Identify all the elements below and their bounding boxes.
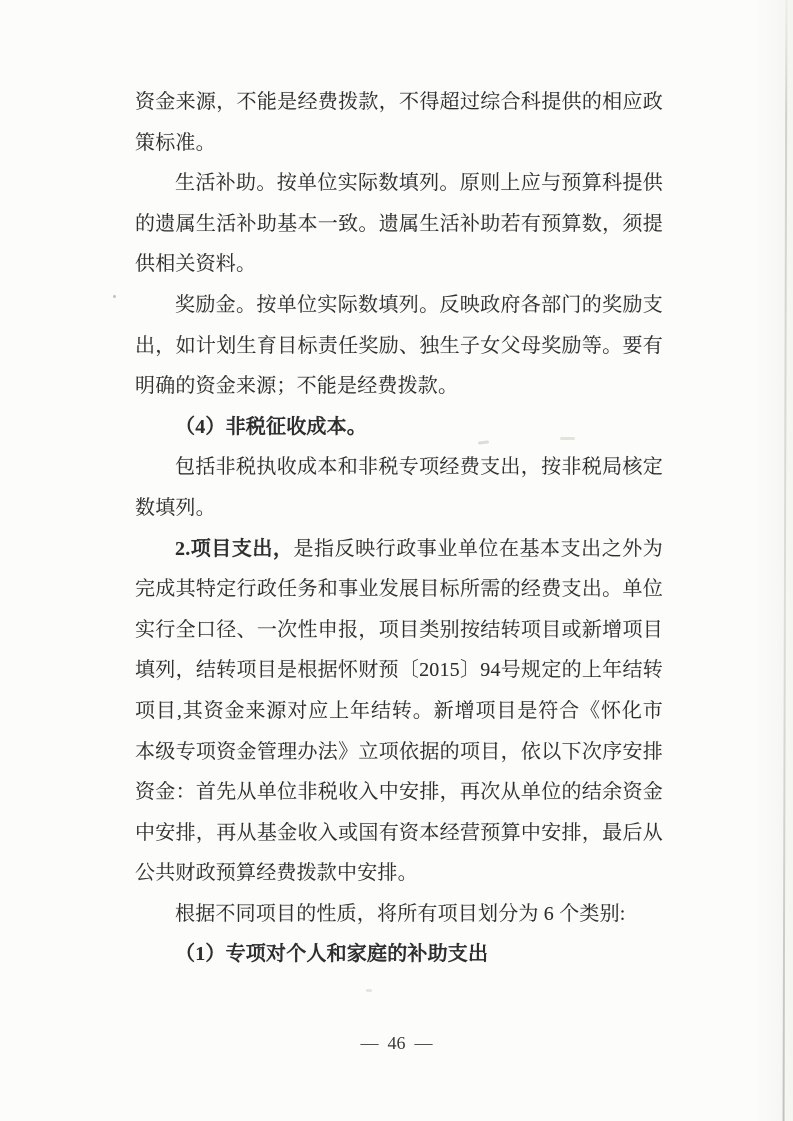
text-line: 供相关资料。	[135, 253, 257, 276]
text-line: 包括非税执收成本和非税专项经费支出，按非税局核定	[175, 456, 663, 479]
text-line: 公共财政预算经费拨款中安排。	[135, 862, 418, 885]
text-line: 的遗属生活补助基本一致。遗属生活补助若有预算数，须提	[135, 212, 663, 235]
document-body	[135, 82, 663, 975]
text-line: 资金：首先从单位非税收入中安排，再次从单位的结余资金	[135, 781, 663, 804]
text-line: 出，如计划生育目标责任奖励、独生子女父母奖励等。要有	[135, 334, 663, 357]
text-line: 数填列。	[135, 496, 216, 519]
text-line: 实行全口径、一次性申报，项目类别按结转项目或新增项目	[135, 618, 663, 641]
text-line: 奖励金。按单位实际数填列。反映政府各部门的奖励支	[175, 293, 663, 316]
text-line: 策标准。	[135, 131, 216, 154]
line-text: 是指反映行政事业单位在基本支出之外为	[293, 537, 663, 560]
text-line: 根据不同项目的性质，将所有项目划分为 6 个类别:	[175, 902, 626, 925]
footer-dash-left: —	[360, 1033, 379, 1053]
scan-speck	[366, 989, 372, 992]
text-line: （1）专项对个人和家庭的补助支出	[175, 943, 489, 966]
scan-speck	[560, 437, 575, 440]
text-line: 明确的资金来源；不能是经费拨款。	[135, 375, 459, 398]
scan-speck	[113, 295, 116, 298]
text-line: 项目,其资金来源对应上年结转。新增项目是符合《怀化市	[135, 699, 663, 722]
scan-edge-artifact	[783, 0, 788, 1121]
text-line: 资金来源，不能是经费拨款，不得超过综合科提供的相应政	[135, 91, 663, 113]
text-line: （4）非税征收成本。	[175, 415, 367, 438]
text-line: 中安排，再从基金收入或国有资本经营预算中安排，最后从	[135, 821, 663, 844]
text-line: 完成其特定行政任务和事业发展目标所需的经费支出。单位	[135, 578, 663, 601]
text-line: 填列，结转项目是根据怀财预〔2015〕94号规定的上年结转	[135, 659, 663, 682]
text-line: 本级专项资金管理办法》立项依据的项目，依以下次序安排	[135, 740, 663, 763]
footer-dash-right: —	[414, 1033, 433, 1053]
text-line	[135, 529, 663, 570]
page-footer	[0, 1031, 793, 1055]
text-line: 生活补助。按单位实际数填列。原则上应与预算科提供	[175, 172, 663, 195]
bold-lead-text: 2.项目支出，	[175, 537, 294, 560]
page-number: 46	[387, 1033, 406, 1053]
